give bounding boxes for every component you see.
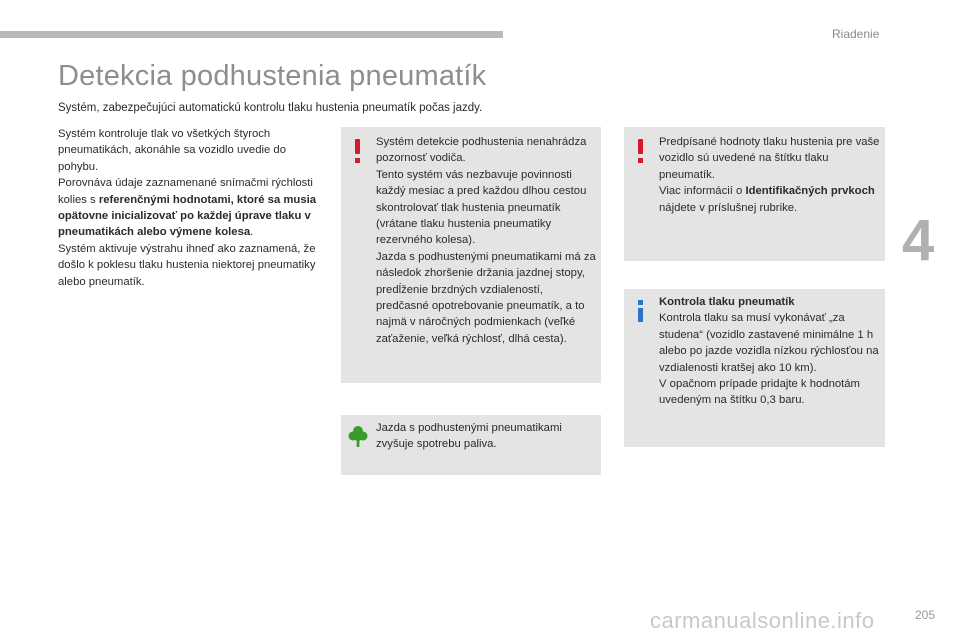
intro-paragraph-1: Systém kontroluje tlak vo všetkých štyroch pneumatikách, akonáhle sa vozidlo uvedie do pohybu. — [58, 128, 286, 173]
warning-2-end: nájdete v príslušnej rubrike. — [659, 201, 798, 214]
info-icon-dot — [638, 300, 643, 305]
warning-2-bold: Identifikačných prvkoch — [745, 185, 875, 198]
warning-icon — [355, 139, 360, 154]
eco-box-content — [376, 420, 596, 453]
page-title: Detekcia podhustenia pneumatík — [58, 60, 487, 92]
warning-1-line-1: Systém detekcie podhustenia nenahrádza pozornosť vodiča. — [376, 136, 587, 165]
page-number: 205 — [915, 608, 936, 622]
info-heading — [659, 294, 883, 310]
intro-p2-bold: referenčnými hodnotami, ktoré sa musia opätovne inicializovať po každej úprave tlaku v pneumatikách alebo výmene kolesa — [58, 193, 317, 239]
warning-box-content — [376, 134, 596, 347]
warning-box-pressure-values — [624, 127, 885, 261]
info-icon-bar — [638, 308, 643, 322]
watermark: carmanualsonline.info — [650, 608, 875, 633]
section-label: Riadenie — [832, 27, 880, 41]
intro-paragraph-2 — [58, 175, 320, 241]
intro-paragraph-3: Systém aktivuje výstrahu ihneď ako zaznamená, že došlo k poklesu tlaku hustenia niektorej pneumatiky alebo pneumatík. — [58, 242, 316, 288]
eco-box-fuel-consumption — [341, 415, 601, 475]
intro-text — [58, 126, 320, 290]
warning-icon — [638, 139, 643, 154]
eco-text: Jazda s podhustenými pneumatikami zvyšuje spotrebu paliva. — [376, 422, 562, 451]
page-subtitle: Systém, zabezpečujúci automatickú kontrolu tlaku hustenia pneumatík počas jazdy. — [58, 102, 483, 114]
info-text: Kontrola tlaku sa musí vykonávať „za studena“ (vozidlo zastavené minimálne 1 h alebo po jazde vozidla nízkou rýchlosťou na vzdialenosti kratšej ako 10 km). — [659, 312, 879, 374]
header-rule — [0, 31, 503, 38]
warning-box-driver-attention — [341, 127, 601, 383]
info-text-2: V opačnom prípade pridajte k hodnotám uvedeným na štítku 0,3 baru. — [659, 378, 860, 407]
leaf-icon — [348, 424, 368, 448]
chapter-number: 4 — [902, 208, 935, 273]
info-box-pressure-check — [624, 289, 885, 447]
warning-2-line-2 — [659, 183, 881, 216]
warning-2-line-1: Predpísané hodnoty tlaku hustenia pre vaše vozidlo sú uvedené na štítku tlaku pneumatík. — [659, 136, 880, 181]
warning-1-line-3: Jazda s podhustenými pneumatikami má za následok zhoršenie držania jazdnej stopy, predĺženie brzdných vzdialeností, predčasné opotrebovanie pneumatík, a to najmä v náročných podmienkach (veľké zaťaženie, veľká rýchlosť, dlhá cesta). — [376, 250, 596, 345]
warning-box-2-content — [659, 134, 881, 216]
intro-p2-end: . — [250, 226, 254, 239]
warning-2-text: Viac informácií o — [659, 185, 746, 198]
info-heading-text: Kontrola tlaku pneumatík — [659, 296, 795, 308]
warning-1-line-2: Tento systém vás nezbavuje povinnosti každý mesiac a pred každou dlhou cestou skontrolovať tlak hustenia pneumatík (vrátane tlaku hustenia pneumatiky rezervného kolesa). — [376, 168, 587, 247]
intro-p2-text: Porovnáva údaje zaznamenané snímačmi rýchlosti kolies s — [58, 177, 313, 206]
info-box-content — [659, 294, 883, 409]
